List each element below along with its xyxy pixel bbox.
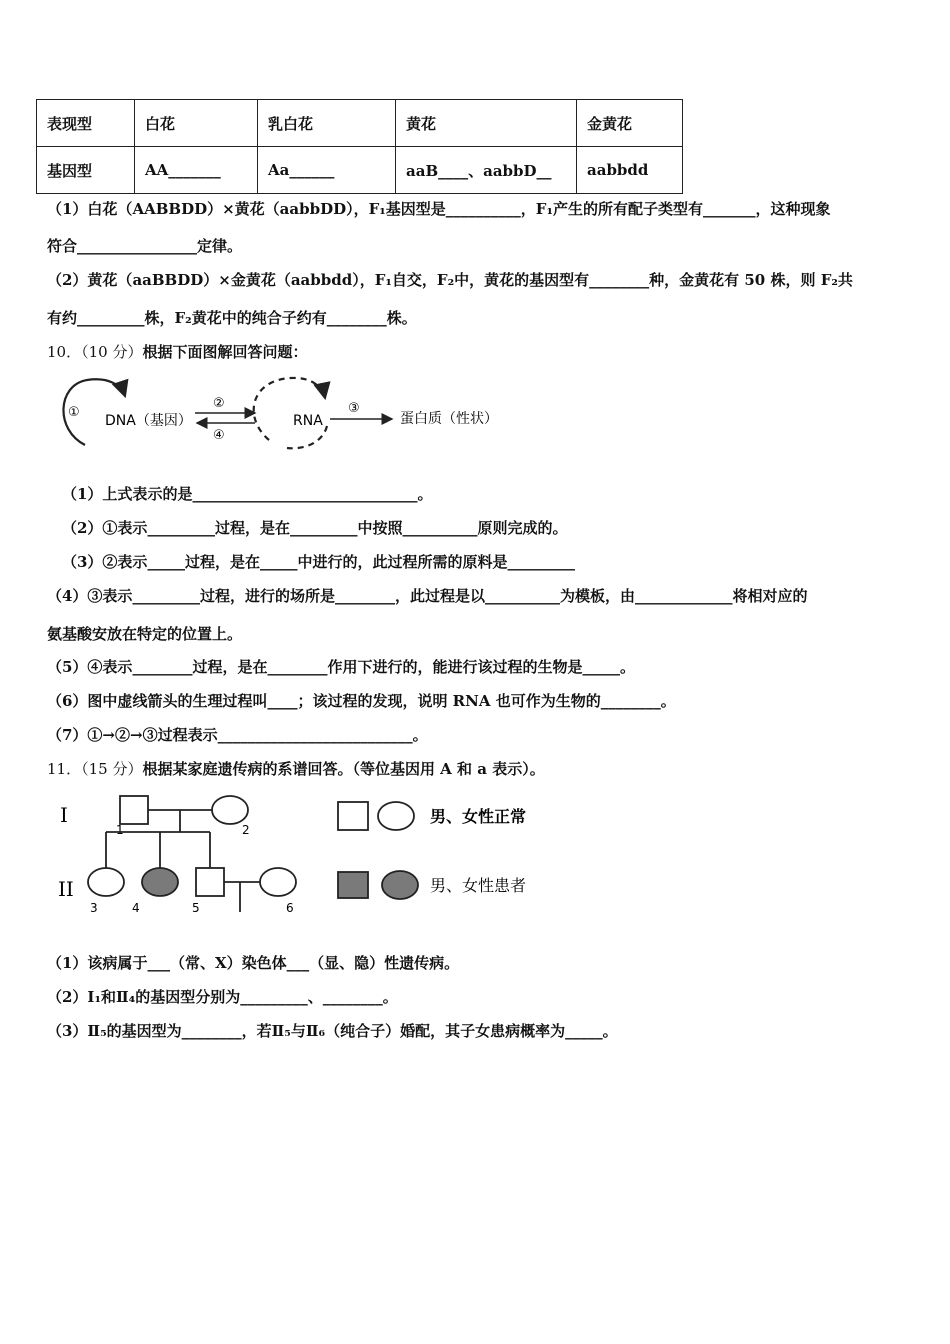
- individual-label: 4: [132, 901, 140, 915]
- rna-replication-dashed-arrow: [254, 378, 325, 440]
- table-cell: 乳白花: [258, 100, 396, 147]
- table-cell: 黄花: [396, 100, 577, 147]
- table-cell: Aa______: [258, 147, 396, 194]
- q9-part2-line1: （2）黄花（aaBBDD）×金黄花（aabbdd），F₁自交，F₂中，黄花的基因型有________种，金黄花有 50 株，则 F₂共: [47, 271, 853, 289]
- q10-item-1: （1）上式表示的是______________________________。: [62, 485, 433, 503]
- q10-item-6: （6）图中虚线箭头的生理过程叫____；该过程的发现，说明 RNA 也可作为生物的________。: [47, 692, 676, 710]
- individual-label: 5: [192, 901, 200, 915]
- question-score: （10 分）: [81, 343, 143, 361]
- question-score: （15 分）: [81, 760, 143, 778]
- table-cell: 表现型: [37, 100, 135, 147]
- rna-label: RNA: [293, 413, 323, 429]
- individual-label: 2: [242, 823, 250, 837]
- table-row: [37, 147, 683, 194]
- question-number: 10．: [47, 343, 82, 361]
- question-stem: 根据某家庭遗传病的系谱回答。（等位基因用 A 和 a 表示）。: [142, 760, 545, 778]
- individual-label: 1: [116, 823, 124, 837]
- generation-I-label: I: [60, 803, 68, 827]
- generation-II-label: II: [58, 877, 74, 901]
- q10-item-2: （2）①表示_________过程，是在_________中按照__________原则完成的。: [62, 519, 568, 537]
- table-cell: AA_______: [135, 147, 258, 194]
- legend-affected-male-symbol: [338, 872, 368, 898]
- individual-I1-male: [120, 796, 148, 824]
- table-cell: 白花: [135, 100, 258, 147]
- individual-II5-male: [196, 868, 224, 896]
- question-stem: 根据下面图解回答问题：: [142, 343, 308, 361]
- q10-item-5: （5）④表示________过程，是在________作用下进行的，能进行该过程的生物是_____。: [47, 658, 635, 676]
- individual-II6-female: [260, 868, 296, 896]
- central-dogma-diagram: [55, 370, 525, 452]
- question-number: 11．: [47, 760, 82, 778]
- legend-normal-text: 男、女性正常: [430, 807, 527, 826]
- q9-part2-line2: 有约_________株，F₂黄花中的纯合子约有________株。: [47, 309, 417, 327]
- circle-1-label: ①: [68, 405, 80, 420]
- q10-item-3: （3）②表示_____过程，是在_____中进行的，此过程所需的原料是_________: [62, 553, 575, 571]
- individual-label: 6: [286, 901, 294, 915]
- legend-affected-text: 男、女性患者: [430, 876, 527, 895]
- q9-part1-line2: 符合________________定律。: [47, 237, 243, 255]
- circle-4-label: ④: [213, 428, 225, 443]
- table-cell: aaB____、aabbD__: [396, 147, 577, 194]
- q10-item-4-cont: 氨基酸安放在特定的位置上。: [47, 625, 243, 643]
- circle-2-label: ②: [213, 396, 225, 411]
- individual-label: 3: [90, 901, 98, 915]
- legend-affected-female-symbol: [382, 871, 418, 899]
- dna-label: DNA（基因）: [105, 413, 192, 429]
- q11-item-3: （3）Ⅱ₅的基因型为________，若Ⅱ₅与Ⅱ₆（纯合子）婚配，其子女患病概率为_____。: [47, 1022, 618, 1040]
- table-row: [37, 100, 683, 147]
- protein-label: 蛋白质（性状）: [400, 411, 498, 427]
- q10-item-4: （4）③表示_________过程，进行的场所是________，此过程是以__________为模板，由_____________将相对应的: [47, 587, 808, 605]
- table-cell: aabbdd: [577, 147, 683, 194]
- q11-item-1: （1）该病属于___（常、X）染色体___（显、隐）性遗传病。: [47, 954, 460, 972]
- phenotype-genotype-table: [36, 99, 683, 194]
- pedigree-chart: [50, 790, 590, 920]
- legend-normal-female-symbol: [378, 802, 414, 830]
- rna-replication-dashed-arc: [287, 426, 327, 448]
- q11-heading: [47, 759, 545, 779]
- individual-I2-female: [212, 796, 248, 824]
- q10-item-7: （7）①→②→③过程表示__________________________。: [47, 726, 428, 744]
- individual-II4-affected-female: [142, 868, 178, 896]
- table-cell: 金黄花: [577, 100, 683, 147]
- q11-item-2: （2）Ⅰ₁和Ⅱ₄的基因型分别为_________、________。: [47, 988, 398, 1006]
- individual-II3-female: [88, 868, 124, 896]
- q10-heading: [47, 342, 307, 362]
- table-cell: 基因型: [37, 147, 135, 194]
- q9-part1-line1: （1）白花（AABBDD）×黄花（aabbDD），F₁基因型是__________，F₁产生的所有配子类型有_______，这种现象: [47, 200, 831, 218]
- circle-3-label: ③: [348, 401, 360, 416]
- legend-normal-male-symbol: [338, 802, 368, 830]
